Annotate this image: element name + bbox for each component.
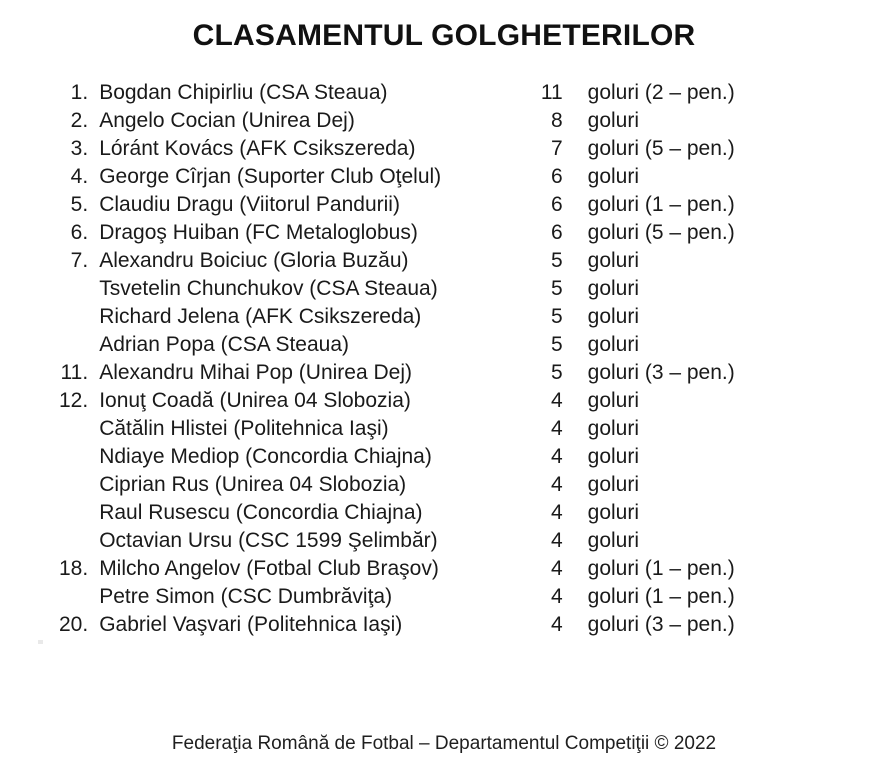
goal-unit-cell: goluri (3 – pen.) [587, 361, 735, 384]
rank-cell [0, 331, 88, 359]
player-name-cell: Bogdan Chipirliu (CSA Steaua) [99, 81, 388, 104]
goal-unit-cell: goluri [587, 305, 640, 328]
rank-cell [0, 443, 88, 471]
goal-unit-cell: goluri [587, 417, 640, 440]
goal-count-cell: 11 [540, 81, 563, 104]
goal-unit-cell: goluri [587, 249, 640, 272]
rank-cell [0, 471, 88, 499]
top-scorers-table [0, 79, 888, 639]
document-footer: Federaţia Română de Fotbal – Departamentul Competiţii © 2022 [171, 733, 717, 754]
player-name-cell: Tsvetelin Chunchukov (CSA Steaua) [99, 277, 438, 300]
goal-unit-cell: goluri (1 – pen.) [587, 585, 735, 608]
player-name-cell: Adrian Popa (CSA Steaua) [99, 333, 350, 356]
goal-count-cell: 4 [550, 417, 563, 440]
goal-count-cell: 5 [550, 333, 563, 356]
table-row [0, 275, 888, 303]
goal-count-cell: 5 [550, 361, 563, 384]
player-name-cell: Claudiu Dragu (Viitorul Pandurii) [99, 193, 400, 216]
table-row [0, 611, 888, 639]
goal-count-cell: 4 [550, 501, 563, 524]
rank-cell: 12. [58, 389, 89, 412]
rank-cell: 11. [60, 361, 89, 384]
player-name-cell: Gabriel Vaşvari (Politehnica Iaşi) [99, 613, 403, 636]
goal-unit-cell: goluri (5 – pen.) [587, 221, 735, 244]
rank-cell: 1. [70, 81, 89, 104]
table-row [0, 415, 888, 443]
rank-cell [0, 415, 88, 443]
player-name-cell: Alexandru Mihai Pop (Unirea Dej) [99, 361, 412, 384]
goal-count-cell: 5 [550, 305, 563, 328]
goal-count-cell: 4 [550, 585, 563, 608]
rank-cell [0, 303, 88, 331]
table-row [0, 247, 888, 275]
goal-unit-cell: goluri (3 – pen.) [587, 613, 735, 636]
player-name-cell: Lóránt Kovács (AFK Csikszereda) [99, 137, 416, 160]
goal-count-cell: 5 [550, 277, 563, 300]
rank-cell [0, 527, 88, 555]
goal-unit-cell: goluri (1 – pen.) [587, 557, 735, 580]
player-name-cell: Petre Simon (CSC Dumbrăviţa) [99, 585, 393, 608]
player-name-cell: Milcho Angelov (Fotbal Club Braşov) [99, 557, 439, 580]
rank-cell: 7. [70, 249, 89, 272]
table-row [0, 583, 888, 611]
table-row [0, 471, 888, 499]
page-title: CLASAMENTUL GOLGHETERILOR [192, 19, 696, 52]
table-row [0, 107, 888, 135]
player-name-cell: Raul Rusescu (Concordia Chiajna) [99, 501, 423, 524]
goal-unit-cell: goluri (5 – pen.) [587, 137, 735, 160]
goal-count-cell: 8 [550, 109, 563, 132]
goal-count-cell: 6 [550, 193, 563, 216]
page-artifact-speck [38, 640, 43, 644]
player-name-cell: Richard Jelena (AFK Csikszereda) [99, 305, 422, 328]
rank-cell: 3. [70, 137, 89, 160]
table-row [0, 387, 888, 415]
goal-unit-cell: goluri [587, 529, 640, 552]
goal-unit-cell: goluri [587, 473, 640, 496]
goal-count-cell: 4 [550, 389, 563, 412]
goal-count-cell: 4 [550, 613, 563, 636]
goal-unit-cell: goluri [587, 109, 640, 132]
table-row [0, 163, 888, 191]
goal-unit-cell: goluri (1 – pen.) [587, 193, 735, 216]
rank-cell: 4. [70, 165, 89, 188]
table-row [0, 135, 888, 163]
player-name-cell: Octavian Ursu (CSC 1599 Şelimbăr) [99, 529, 438, 552]
rank-cell [0, 275, 88, 303]
player-name-cell: Cătălin Hlistei (Politehnica Iaşi) [99, 417, 389, 440]
goal-count-cell: 4 [550, 473, 563, 496]
goal-unit-cell: goluri [587, 389, 640, 412]
player-name-cell: Dragoş Huiban (FC Metaloglobus) [99, 221, 418, 244]
goal-unit-cell: goluri [587, 501, 640, 524]
goal-count-cell: 6 [550, 221, 563, 244]
table-row [0, 499, 888, 527]
player-name-cell: Ciprian Rus (Unirea 04 Slobozia) [99, 473, 407, 496]
table-row [0, 555, 888, 583]
table-row [0, 443, 888, 471]
table-row [0, 331, 888, 359]
goal-unit-cell: goluri [587, 165, 640, 188]
table-row [0, 191, 888, 219]
player-name-cell: Angelo Cocian (Unirea Dej) [99, 109, 355, 132]
goal-count-cell: 5 [550, 249, 563, 272]
rank-cell: 6. [70, 221, 89, 244]
goal-count-cell: 7 [550, 137, 563, 160]
table-row [0, 527, 888, 555]
player-name-cell: Alexandru Boiciuc (Gloria Buzău) [99, 249, 409, 272]
rank-cell: 18. [58, 557, 89, 580]
table-row [0, 359, 888, 387]
table-row [0, 303, 888, 331]
rank-cell [0, 499, 88, 527]
rank-cell: 20. [58, 613, 89, 636]
player-name-cell: Ndiaye Mediop (Concordia Chiajna) [99, 445, 432, 468]
rank-cell: 5. [70, 193, 89, 216]
goal-count-cell: 4 [550, 529, 563, 552]
goal-count-cell: 6 [550, 165, 563, 188]
player-name-cell: George Cîrjan (Suporter Club Oţelul) [99, 165, 442, 188]
goal-unit-cell: goluri [587, 333, 640, 356]
player-name-cell: Ionuţ Coadă (Unirea 04 Slobozia) [99, 389, 411, 412]
table-row [0, 219, 888, 247]
goal-unit-cell: goluri [587, 445, 640, 468]
table-row [0, 79, 888, 107]
rank-cell [0, 583, 88, 611]
goal-count-cell: 4 [550, 557, 563, 580]
top-scorers-table-body [0, 79, 888, 639]
goal-unit-cell: goluri (2 – pen.) [587, 81, 735, 104]
goal-unit-cell: goluri [587, 277, 640, 300]
goal-count-cell: 4 [550, 445, 563, 468]
rank-cell: 2. [70, 109, 89, 132]
